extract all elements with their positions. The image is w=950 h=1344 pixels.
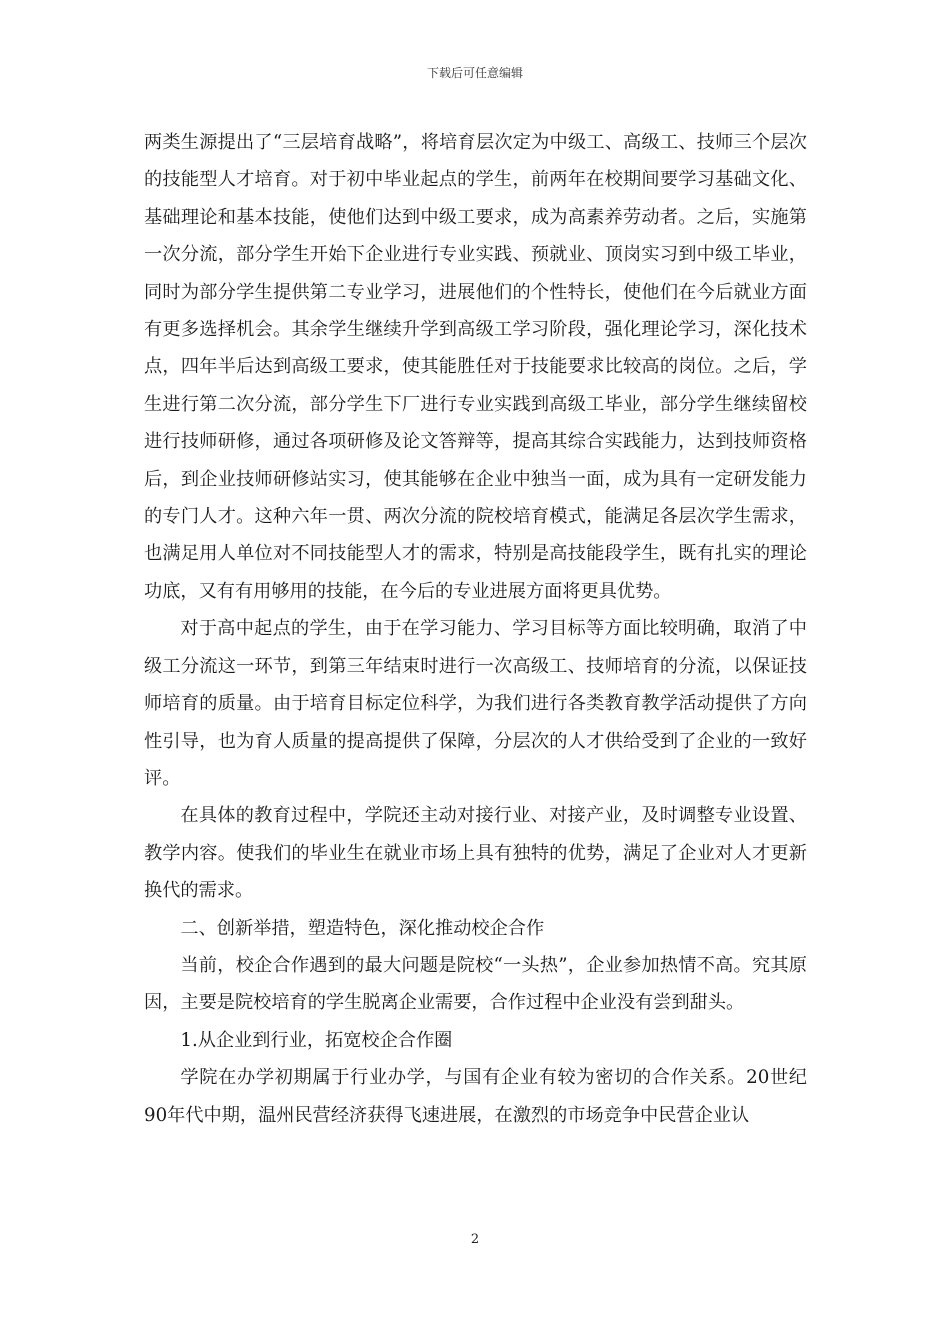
section-heading: 二、创新举措，塑造特色，深化推动校企合作: [180, 917, 545, 939]
paragraph-5: 学院在办学初期属于行业办学，与国有企业有较为密切的合作关系。20世纪90年代中期，温州民营经济获得飞速进展，在激烈的市场竞争中民营企业认: [144, 1067, 807, 1126]
paragraph-1: 两类生源提出了“三层培育战略”，将培育层次定为中级工、高级工、技师三个层次的技能型人才培育。对于初中毕业起点的学生，前两年在校期间要学习基础文化、基础理论和基本技能，使他们达到中级工要求，成为高素养劳动者。之后，实施第一次分流，部分学生开始下企业进行专业实践、预就业、顶岗实习到中级工毕业，同时为部分学生提供第二专业学习，进展他们的个性特长，使他们在今后就业方面有更多选择机会。其余学生继续升学到高级工学习阶段，强化理论学习，深化技术点，四年半后达到高级工要求，使其能胜任对于技能要求比较高的岗位。之后，学生进行第二次分流，部分学生下厂进行专业实践到高级工毕业，部分学生继续留校进行技师研修，通过各项研修及论文答辩等，提高其综合实践能力，达到技师资格后，到企业技师研修站实习，使其能够在企业中独当一面，成为具有一定研发能力的专门人才。这种六年一贯、两次分流的院校培育模式，能满足各层次学生需求，也满足用人单位对不同技能型人才的需求，特别是高技能段学生，既有扎实的理论功底，又有有用够用的技能，在今后的专业进展方面将更具优势。: [144, 132, 807, 602]
document-body: [144, 124, 807, 1134]
paragraph-3: 在具体的教育过程中，学院还主动对接行业、对接产业，及时调整专业设置、教学内容。使我们的毕业生在就业市场上具有独特的优势，满足了企业对人才更新换代的需求。: [144, 805, 807, 902]
page-number: 2: [470, 1232, 480, 1247]
paragraph-2: 对于高中起点的学生，由于在学习能力、学习目标等方面比较明确，取消了中级工分流这一环节，到第三年结束时进行一次高级工、技师培育的分流，以保证技师培育的质量。由于培育目标定位科学，为我们进行各类教育教学活动提供了方向性引导，也为育人质量的提高提供了保障，分层次的人才供给受到了企业的一致好评。: [144, 618, 807, 789]
paragraph-4: 当前，校企合作遇到的最大问题是院校“一头热”，企业参加热情不高。究其原因，主要是院校培育的学生脱离企业需要，合作过程中企业没有尝到甜头。: [144, 954, 807, 1014]
subsection-heading: 1.从企业到行业，拓宽校企合作圈: [180, 1029, 453, 1051]
page-header: 下载后可任意编辑: [426, 66, 523, 80]
